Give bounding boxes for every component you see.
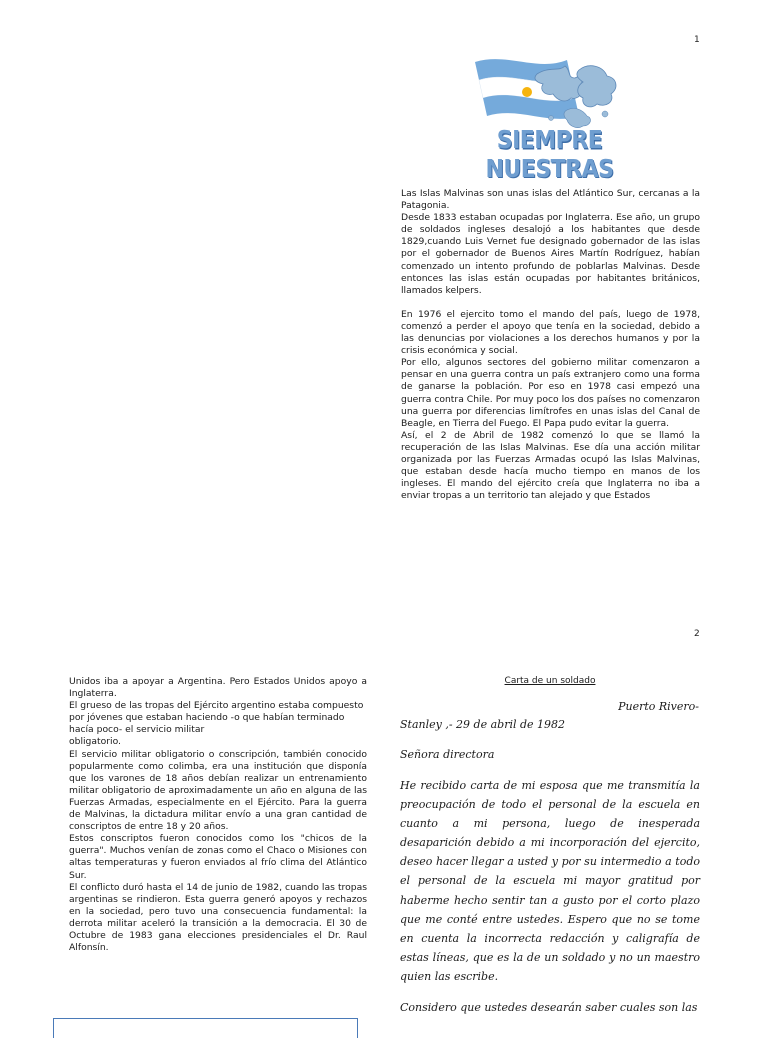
page1-text-column bbox=[401, 188, 700, 502]
paragraph: obligatorio. bbox=[69, 736, 121, 748]
paragraph: Unidos iba a apoyar a Argentina. Pero Estados Unidos apoyo a Inglaterra. bbox=[69, 676, 367, 700]
page-number: 1 bbox=[694, 35, 700, 45]
paragraph: Las Islas Malvinas son unas islas del Atlántico Sur, cercanas a la Patagonia. bbox=[401, 188, 700, 212]
paragraph: Así, el 2 de Abril de 1982 comenzó lo que se llamó la recuperación de las Islas Malvinas. Ese día una acción militar organizada por las Fuerzas Armadas ocupó las Islas Malvinas, que estaban desde hacía mucho tiempo en manos de los ingleses. El mando del ejército creía que Inglaterra no iba a enviar tropas a un territorio tan alejado y que Estados bbox=[401, 429, 700, 502]
siempre-nuestras-logo bbox=[447, 40, 652, 184]
paragraph: Por ello, algunos sectores del gobierno militar comenzaron a pensar en una guerra contra un país extranjero como una forma de ganarse la población. Por eso en 1978 casi empezó una guerra contra Chile. Por muy poco los dos países no comenzaron una guerra por diferencias limítrofes en unas islas del Canal de Beagle, en Tierra del Fuego. El Papa pudo evitar la guerra. bbox=[401, 357, 700, 429]
letter-salutation: Señora directora bbox=[400, 748, 495, 761]
text-box-frame bbox=[53, 1018, 358, 1038]
page2-text-column bbox=[69, 676, 367, 954]
logo-title: SIEMPRE NUESTRAS bbox=[485, 126, 614, 184]
paragraph: En 1976 el ejercito tomo el mando del país, luego de 1978, comenzó a perder el apoyo que tenía en la sociedad, debido a las denuncias por violaciones a los derechos humanos y por la crisis económica y social. bbox=[401, 308, 700, 357]
letter-body: He recibido carta de mi esposa que me transmitía la preocupación de todo el personal de la escuela en cuanto a mi persona, luego de inesperada desaparición debido a mi incorporación del ejercito, deseo hacer llegar a usted y por su intermedio a todo el personal de la escuela mi mayor gratitud por haberme hecho sentir tan a gusto por el corto plazo que me conté entre ustedes. Espero que no se tome en cuenta la incorrecta redacción y caligrafía de estas líneas, que es la de un soldado y no un maestro quien las escribe. bbox=[400, 779, 700, 983]
paragraph: El servicio militar obligatorio o conscripción, también conocido popularmente como colimba, era una institución que disponía que los varones de 18 años debían realizar un entrenamiento militar obligatorio de aproximadamente un año en alguna de las Fuerzas Armadas, especialmente en el Ejército. Para la guerra de Malvinas, la dictadura militar envío a una gran cantidad de conscriptos de entre 18 y 20 años. bbox=[69, 748, 367, 833]
letter-heading: Carta de un soldado bbox=[504, 676, 596, 686]
page-number: 2 bbox=[694, 629, 700, 639]
letter-body: Considero que ustedes desearán saber cuales son las bbox=[400, 1001, 698, 1015]
paragraph: El grueso de las tropas del Ejército argentino estaba compuesto por jóvenes que estaban haciendo -o que habían terminado hacía poco- el servicio militar bbox=[69, 700, 364, 736]
paragraph: Estos conscriptos fueron conocidos como los "chicos de la guerra". Muchos venían de zonas como el Chaco o Misiones con altas temperaturas y fueron enviados al frío clima del Atlántico Sur. bbox=[69, 833, 367, 881]
soldier-letter bbox=[400, 676, 700, 1017]
letter-place-line-1: Puerto Rivero- bbox=[618, 700, 699, 713]
paragraph: Desde 1833 estaban ocupadas por Inglaterra. Ese año, un grupo de soldados ingleses desalojó a los habitantes que desde 1829,cuando Luis Vernet fue designado gobernador de las islas por el gobernador de Buenos Aires Martín Rodríguez, habían comenzado un intento profundo de poblarlas Malvinas. Desde entonces las islas están ocupadas por habitantes británicos, llamados kelpers. bbox=[401, 212, 700, 296]
letter-place-line-2: Stanley ,- 29 de abril de 1982 bbox=[400, 718, 566, 731]
paragraph: El conflicto duró hasta el 14 de junio de 1982, cuando las tropas argentinas se rindieron. Esta guerra generó apoyos y rechazos en la sociedad, pero tuvo una consecuencia fundamental: la derrota militar aceleró la transición a la democracia. El 30 de Octubre de 1983 gana elecciones presidenciales el Dr. Raul Alfonsín. bbox=[69, 881, 367, 954]
